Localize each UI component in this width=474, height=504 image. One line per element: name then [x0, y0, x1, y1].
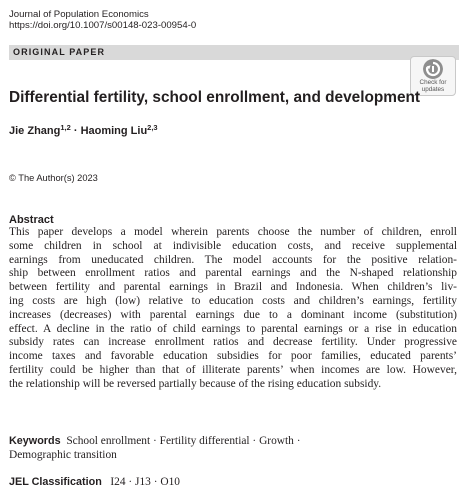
abstract-line: This paper develops a model wherein parents choose the number of children, enroll [9, 226, 457, 238]
affiliation-marker: 2,3 [147, 123, 158, 132]
section-label: ORIGINAL PAPER [13, 47, 106, 57]
affiliation-marker: 1,2 [60, 123, 71, 132]
check-for-updates-icon [423, 59, 443, 79]
abstract-line: some children in school at indivisible education costs, and receive supplemental [9, 239, 457, 252]
author-list [9, 125, 158, 137]
abstract-line: increases (decreases) with parental earnings due to a dominant income (substitution) [9, 308, 457, 321]
journal-name: Journal of Population Economics [9, 9, 149, 20]
author-name[interactable]: Haoming Liu [80, 125, 148, 137]
doi-link[interactable]: https://doi.org/10.1007/s00148-023-00954-0 [9, 20, 197, 31]
keywords-list: School enrollment · Fertility differential · Growth · [66, 435, 301, 447]
abstract-line: subsidy rates can increase enrollment ratios and decrease fertility. Under progressive [9, 336, 457, 349]
section-banner [9, 45, 459, 60]
abstract-line: the relationship will be reversed partially because of the rising education subsidy. [9, 377, 382, 390]
check-for-updates-label: Check for updates [419, 79, 447, 93]
jel-codes: I24 · J13 · O10 [110, 476, 180, 488]
author-name[interactable]: Jie Zhang [9, 125, 61, 137]
copyright-notice: © The Author(s) 2023 [9, 173, 98, 183]
abstract-body [9, 226, 457, 392]
abstract-line: income taxes and favorable education subsidies for poor families, educated parents’ [9, 350, 457, 363]
author-separator: · [70, 125, 81, 137]
journal-header [9, 9, 196, 31]
abstract-line: earnings from uneducated children. The model accounts for the positive relation- [9, 253, 457, 266]
keywords-list-continued: Demographic transition [9, 449, 117, 461]
abstract-line: between fertility and parental earnings in Brazil and Indonesia. When children’s liv- [9, 281, 457, 294]
keywords-block [9, 434, 459, 462]
abstract-line: effect. A decline in the ratio of child earnings to parental earnings or a rise in education [9, 322, 457, 335]
abstract-line: fertility could be higher than that of illiterate parents’ when incomes are low. However, [9, 363, 457, 376]
abstract-heading: Abstract [9, 214, 54, 226]
jel-classification [9, 476, 180, 488]
abstract-line: ing costs are high (low) relative to education costs and children’s earnings, fertility [9, 294, 457, 307]
keywords-label: Keywords [9, 435, 61, 447]
article-title: Differential fertility, school enrollment, and development [9, 89, 421, 106]
jel-label: JEL Classification [9, 476, 102, 488]
abstract-line: ship between enrollment ratios and parental earnings and the N-shaped relationship [9, 267, 457, 280]
